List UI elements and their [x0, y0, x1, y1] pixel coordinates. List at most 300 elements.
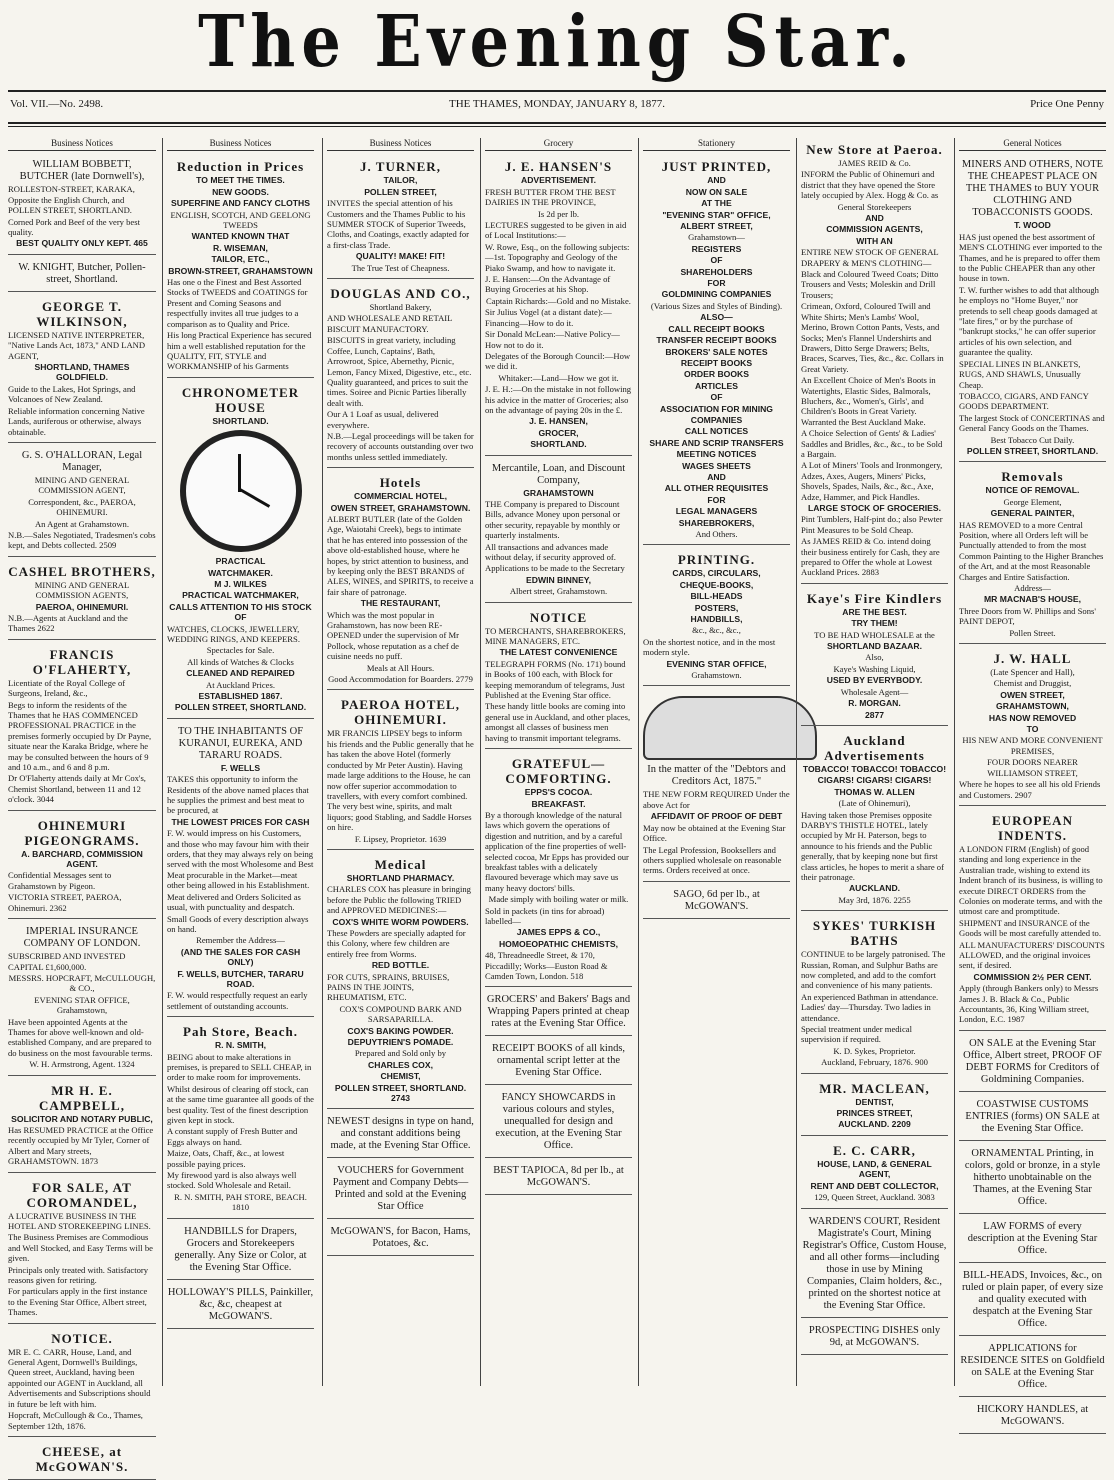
advertisement	[959, 1144, 1106, 1214]
ad-text: Corned Pork and Beef of the very best quality.	[8, 216, 140, 238]
ad-text: Crimean, Oxford, Coloured Twill and White Shirts; Men's Lambs' Wool, Merino, Brown Cotton Pants, Vests, and Socks; Men's Flannel Undershirts and Drawers, Ditto Serge Drawers; Belts, Braces, Scarves, Ties, &c., &c. Collars in Great Variety.	[801, 301, 944, 374]
column-heading: Business Notices	[327, 138, 474, 151]
ad-text: NEW GOODS.	[212, 186, 269, 197]
ad-text: BEING about to make alterations in premises, is prepared to SELL CHEAP, in order to make room for improvements.	[167, 1051, 312, 1083]
ad-text: The largest Stock of CONCERTINAS and General Fancy Goods on the Thames.	[959, 412, 1105, 434]
ad-text: Confidential Messages sent to Grahamstown by Pigeon.	[8, 870, 112, 891]
ad-headline: In the matter of the "Debtors and Creditors Act, 1875."	[647, 764, 786, 788]
ad-text: GROCER,	[538, 427, 579, 438]
ad-text: J. E. HANSEN,	[529, 416, 588, 427]
advertisement	[485, 459, 632, 603]
ad-text: ENTIRE NEW STOCK OF GENERAL DRAPERY & MEN'S CLOTHING—	[801, 247, 939, 268]
ad-text: NOTICE OF REMOVAL.	[985, 485, 1080, 496]
ad-text: Captain Richards:—Gold and no Mistake.	[486, 295, 631, 306]
advertisement	[801, 729, 948, 911]
ad-text: 2877	[864, 709, 885, 720]
advertisement	[327, 471, 474, 690]
advertisement	[167, 1222, 314, 1280]
columns	[4, 138, 1110, 1474]
advertisement	[8, 560, 156, 640]
ad-text: These handy little books are coming into general use in Auckland, and other places, amongst all classes of business men having to transmit important telegrams.	[485, 701, 631, 743]
ad-headline: Medical	[374, 856, 427, 872]
ad-headline: CASHEL BROTHERS,	[8, 563, 156, 579]
ad-text: AND	[707, 471, 726, 482]
ad-text: WANTED KNOWN THAT	[191, 231, 290, 242]
ad-text: FOUR DOORS NEARER WILLIAMSON STREET,	[987, 757, 1078, 778]
column-7	[954, 138, 1110, 1427]
ad-text: REGISTERS	[691, 243, 742, 254]
advertisement	[167, 1283, 314, 1329]
ad-text: BEST QUALITY ONLY KEPT. 465	[16, 238, 148, 249]
ad-text: 129, Queen Street, Auckland. 3083	[814, 1192, 935, 1203]
ad-text: Apply (through Bankers only) to Messrs James J. B. Black & Co., Public Accountants, 36, King William street, London, E.C. 1987	[959, 983, 1099, 1025]
ad-text: PRACTICAL	[215, 556, 266, 567]
masthead	[0, 0, 1114, 84]
ad-text: TRY THEM!	[851, 618, 898, 629]
ad-headline: Reduction in Prices	[176, 159, 305, 175]
ad-text: AND WHOLESALE AND RETAIL BISCUIT MANUFACTORY.	[327, 313, 453, 334]
ad-text: ALBERT BUTLER (late of the Golden Age, Waiotahi Creek), begs to intimate that he has entered into possession of the above old-established house, where he hopes, by strict attention to business, and by keeping only the BEST BRANDS of ALES, WINES, and SPIRITS, to receive a fair share of patronage.	[327, 513, 474, 597]
advertisement	[959, 465, 1106, 644]
ad-text: Whitaker:—Land—How we got it.	[498, 372, 619, 383]
ad-text: NOW ON SALE	[685, 186, 748, 197]
advertisement	[959, 155, 1106, 462]
ad-text: OF	[710, 255, 723, 266]
ad-text: Three Doors from W. Phillips and Sons' PAINT DEPOT,	[959, 605, 1096, 627]
advertisement	[485, 752, 632, 987]
ad-headline: G. S. O'HALLORAN, Legal Manager,	[21, 449, 143, 473]
ad-text: COX'S WHITE WORM POWDERS.	[332, 916, 469, 927]
ad-text: An Excellent Choice of Men's Boots in Watertights, Elastic Sides, Balmorals, Bluchers, &c., Women's, Girls', and Children's Boots in Great Variety. Warranted the Best Auckland Make.	[801, 375, 936, 427]
ad-text: PRINCES STREET,	[836, 1108, 913, 1119]
ad-text: POSTERS,	[694, 602, 739, 613]
advertisement	[327, 1161, 474, 1219]
advertisement	[959, 1400, 1106, 1434]
ad-text: HIS NEW AND MORE CONVENIENT PREMISES,	[962, 735, 1103, 756]
ad-text: EPPS'S COCOA.	[524, 787, 593, 798]
column-heading: Business Notices	[167, 138, 314, 151]
ad-text: THE Company is prepared to Discount Bills, advance Money upon personal or other security, repayable by monthly or quarterly instalments.	[485, 498, 621, 541]
ad-headline: IMPERIAL INSURANCE COMPANY OF LONDON.	[23, 926, 141, 950]
ad-text: At Auckland Prices.	[206, 679, 275, 690]
advertisement	[8, 295, 156, 443]
ad-text: POLLEN STREET, SHORTLAND.	[966, 445, 1099, 456]
ad-text: (Late Spencer and Hall),	[990, 667, 1075, 678]
ad-text: SHARE AND SCRIP TRANSFERS	[649, 437, 784, 448]
advertisement	[327, 853, 474, 1110]
masthead-title: The Evening Star.	[198, 0, 916, 84]
ad-text: TO BE HAD WHOLESALE at the	[814, 629, 935, 640]
advertisement	[801, 914, 948, 1073]
advertisement	[485, 1088, 632, 1158]
ad-text: W. Rowe, Esq., on the following subjects:—1st. Topography and Geology of the Piako Swamp, and how to navigate it.	[485, 241, 630, 273]
ad-text: F. Lipsey, Proprietor. 1639	[354, 833, 447, 844]
ad-text: R. WISEMAN,	[213, 242, 268, 253]
ad-text: SHORTLAND BAZAAR.	[826, 641, 922, 652]
ad-text: LECTURES suggested to be given in aid of Local Institutions:—	[485, 220, 627, 241]
ad-text: Has one o the Finest and Best Assorted Stocks of TWEEDS and COATINGS for Present and Coming Seasons and respectfully invites all true judges to a comparison as to Quality and Price.	[167, 277, 308, 329]
ad-text: 48, Threadneedle Street, & 170, Piccadilly; Works—Euston Road & Camden Town, London. 518	[485, 950, 608, 981]
ad-text: TO	[1026, 724, 1039, 735]
ad-text: Maize, Oats, Chaff, &c., at lowest possible paying prices.	[167, 1148, 285, 1169]
ad-headline: FOR SALE, AT COROMANDEL,	[26, 1179, 138, 1210]
ad-text: F. W. would impress on his Customers, and those who may favour him with their orders, that they may always rely on being served with the most Wholesome and Best Meat procurable in the Market—meat other being allowed in his Establishment.	[167, 828, 314, 891]
column-heading: Business Notices	[8, 138, 156, 151]
ad-headline: MINERS AND OTHERS, NOTE THE CHEAPEST PLACE ON THE THAMES to BUY YOUR CLOTHING AND TOBACCONISTS GOODS.	[961, 159, 1104, 219]
ad-text: TOBACCO, CIGARS, AND FANCY GOODS DEPARTMENT.	[959, 390, 1089, 412]
ad-text: Small Goods of every description always on hand.	[167, 913, 309, 934]
ad-text: Good Accommodation for Boarders. 2779	[328, 674, 473, 685]
ad-text: George Element,	[1003, 496, 1062, 507]
ad-text: A Lot of Miners' Tools and Ironmongery, Adzes, Axes, Augers, Miners' Picks, Shovels, Spades, Nails, &c., &c., Axe, Adze, Hammer, and Pick Handles.	[801, 460, 943, 502]
ad-text: CALL RECEIPT BOOKS	[668, 323, 765, 334]
ad-text: Grahamstown.	[691, 670, 742, 681]
ad-text: A Choice Selection of Gents' & Ladies' Saddles and Bridles, &c., &c., to be Sold a Bargain.	[801, 428, 943, 459]
ad-headline: JUST PRINTED,	[661, 159, 772, 175]
ad-text: BILL-HEADS	[690, 591, 743, 602]
ad-text: F. WELLS	[220, 762, 261, 773]
advertisement	[8, 814, 156, 919]
ad-text: THE RESTAURANT,	[360, 598, 441, 609]
advertisement	[8, 446, 156, 557]
ad-text: AND	[865, 213, 884, 224]
column-4	[480, 138, 636, 1386]
ad-text: A LUCRATIVE BUSINESS IN THE HOTEL AND STOREKEEPING LINES.	[8, 1210, 151, 1231]
ad-headline: E. C. CARR,	[833, 1142, 916, 1158]
ad-text: HAS REMOVED to a more Central Position, where all Orders left will be Punctually attended to from the most Common Painting to the Higher Branches of the Art, and at the most Reasonable Charges and Entire Satisfaction.	[959, 519, 1104, 582]
ad-text: (Various Sizes and Styles of Binding).	[650, 300, 783, 311]
ad-text: OWEN STREET, GRAHAMSTOWN.	[330, 502, 471, 513]
advertisement	[959, 1095, 1106, 1141]
ad-text: ALBERT STREET,	[680, 221, 753, 232]
ad-text: RENT AND DEBT COLLECTOR,	[810, 1180, 939, 1191]
ad-headline: McGOWAN'S, for Bacon, Hams, Potatoes, &c.	[330, 1226, 471, 1250]
advertisement	[327, 282, 474, 468]
ad-headline: BILL-HEADS, Invoices, &c., on ruled or plain paper, of every size and quality executed with despatch at the Evening Star Office.	[962, 1269, 1103, 1329]
ad-text: Has RESUMED PRACTICE at the Office recently occupied by Mr Tyler, Corner of Albert and Mary streets, GRAHAMSTOWN. 1873	[8, 1124, 154, 1167]
ad-text: FOR CUTS, SPRAINS, BRUISES, PAINS IN THE JOINTS, RHEUMATISM, ETC.	[327, 971, 450, 1003]
ad-text: T. W. further wishes to add that although he employs no "Home Buyer," nor pretends to sell cheap goods damaged at "late fires," or by the purchase of "bankrupt stocks," he can offer superior articles of his own selection, and guarantee the quality.	[959, 284, 1099, 358]
ad-text: ALL MANUFACTURERS' DISCOUNTS ALLOWED, and the original invoices sent, if desired.	[959, 939, 1105, 971]
ad-text: ARTICLES	[695, 380, 738, 391]
ad-headline: COASTWISE CUSTOMS ENTRIES (forms) ON SALE at the Evening Star Office.	[965, 1098, 1100, 1134]
ad-headline: W. KNIGHT, Butcher, Pollen-street, Shortland.	[18, 261, 146, 285]
ad-text: These Powders are specially adapted for this Colony, where few children are entirely free from Worms.	[327, 927, 466, 959]
ad-text: Kaye's Washing Liquid,	[833, 663, 916, 674]
ad-text: An Agent at Grahamstown.	[34, 518, 130, 529]
advertisement	[485, 990, 632, 1036]
ad-text: Applications to be made to the Secretary	[485, 563, 625, 574]
ad-headline: MR. MACLEAN,	[819, 1080, 930, 1096]
ad-text: SOLICITOR AND NOTARY PUBLIC,	[11, 1113, 153, 1124]
ad-text: Whilst desirous of clearing off stock, can at the same time guarantee all goods of the best quality. Test of the finest description given kept in stock.	[167, 1083, 314, 1125]
ad-text: DENTIST,	[855, 1096, 894, 1107]
ad-headline: VOUCHERS for Government Payment and Company Debts—Printed and sold at the Evening Star Office	[332, 1165, 469, 1213]
ad-text: Pollen Street.	[1009, 627, 1056, 638]
ad-text: WATCHES, CLOCKS, JEWELLERY, WEDDING RINGS, AND KEEPERS.	[167, 623, 300, 644]
ad-text: LARGE STOCK OF GROCERIES.	[807, 503, 942, 513]
ad-text: Which was the most popular in Grahamstown, has now been RE-OPENED under the supervision of Mr Pollock, whose reputation as a chef de cuisine needs no puff.	[327, 609, 459, 662]
ad-headline: WILLIAM BOBBETT, BUTCHER (late Dornwell's),	[19, 159, 145, 183]
advertisement	[8, 258, 156, 292]
ad-text: For particulars apply in the first instance to the Evening Star Office, Albert street, Thames.	[8, 1286, 148, 1318]
advertisement	[327, 693, 474, 849]
ad-text: J. E. Hansen:—On the Advantage of Buying Groceries at his Shop.	[485, 274, 611, 295]
column-6	[796, 138, 952, 1386]
ad-headline: Auckland Advertisements	[824, 732, 925, 763]
ad-headline: ON SALE at the Evening Star Office, Albert street, PROOF OF DEBT FORMS for Creditors of Goldmining Companies.	[963, 1037, 1102, 1085]
ad-text: POLLEN STREET, SHORTLAND.	[174, 702, 307, 713]
ad-text: TOBACCO! TOBACCO! TOBACCO!	[802, 763, 947, 774]
ad-text: FRESH BUTTER FROM THE BEST DAIRIES IN THE PROVINCE,	[485, 186, 616, 208]
ad-text: Where he hopes to see all his old Friends and Customers. 2907	[959, 779, 1101, 800]
ad-text: SPECIAL LINES IN BLANKETS, RUGS, AND SHAWLS, Unusually Cheap.	[959, 358, 1081, 390]
ad-text: The Legal Profession, Booksellers and others supplied wholesale on reasonable terms. Orders received at once.	[643, 844, 782, 876]
ad-text: SHAREHOLDERS	[680, 266, 753, 277]
advertisement	[643, 689, 790, 881]
ad-headline: PRINTING.	[677, 552, 756, 568]
ad-text: N.B.—Sales Negotiated, Tradesmen's cobs kept, and Debts collected. 2509	[8, 529, 156, 551]
ad-headline: LAW FORMS of every description at the Evening Star Office.	[967, 1220, 1098, 1256]
ad-text: LEGAL MANAGERS	[675, 506, 758, 517]
ad-text: GRAHAMSTOWN,	[996, 701, 1069, 712]
ad-text: N.B.—Agents at Auckland and the Thames 2622	[8, 612, 128, 634]
ad-text: ADVERTISEMENT.	[521, 175, 596, 186]
ad-text: Correspondent, &c., PAEROA, OHINEMURI.	[28, 496, 136, 518]
ad-headline: NEWEST designs in type on hand, and constant additions being made, at the Evening Star Office.	[327, 1116, 474, 1152]
dateline-rule	[8, 122, 1106, 124]
advertisement	[801, 1077, 948, 1136]
dateline	[10, 98, 1104, 116]
ad-text: Address—	[1014, 583, 1051, 593]
ad-text: Remember the Address—	[196, 935, 285, 946]
ad-headline: APPLICATIONS for RESIDENCE SITES on Goldfield on SALE at the Evening Star Office.	[960, 1342, 1105, 1390]
place-date: THE THAMES, MONDAY, JANUARY 8, 1877.	[448, 98, 666, 110]
ad-text: Prepared and Sold only by	[354, 1048, 447, 1059]
ad-headline: HOLLOWAY'S PILLS, Painkiller, &c, &c, cheapest at McGOWAN'S.	[167, 1286, 314, 1322]
ad-headline: ORNAMENTAL Printing, in colors, gold or bronze, in a style hitherto unobtainable on the Thames, at the Evening Star Office.	[964, 1147, 1101, 1207]
ad-text: COMMISSION 2½ PER CENT.	[973, 971, 1092, 982]
ad-text: SHORTLAND.	[530, 439, 587, 450]
ad-text: AT THE	[701, 198, 732, 209]
column-heading: Grocery	[485, 138, 632, 151]
ad-text: A constant supply of Fresh Butter and Eggs always on hand.	[167, 1126, 298, 1147]
advertisement	[643, 885, 790, 919]
advertisement	[801, 1212, 948, 1318]
ad-text: ASSOCIATION FOR MINING	[660, 403, 773, 414]
ad-text: MR MACNAB'S HOUSE,	[983, 594, 1082, 605]
ad-text: And Others.	[695, 529, 738, 539]
ad-text: MEETING NOTICES	[676, 449, 757, 460]
ad-text: Wholesale Agent—	[840, 686, 909, 697]
advertisement	[8, 1176, 156, 1324]
ad-headline: SAGO, 6d per lb., at McGOWAN'S.	[673, 888, 760, 912]
advertisement	[959, 1217, 1106, 1263]
ad-headline: WARDEN'S COURT, Resident Magistrate's Court, Mining Registrar's Office, Custom House, and all other forms—including those in use by Mining Companies, Claim holders, &c., printed on the shortest notice at the Evening Star Office.	[802, 1215, 947, 1311]
ad-text: EVENING STAR OFFICE,	[666, 658, 767, 669]
advertisement	[485, 1039, 632, 1085]
ad-text: CARDS, CIRCULARS,	[672, 568, 761, 579]
ad-text: COX'S COMPOUND BARK AND SARSAPARILLA.	[339, 1003, 462, 1025]
ad-text: EDWIN BINNEY,	[526, 574, 591, 585]
ad-text: JAMES REID & Co.	[838, 158, 911, 168]
ad-headline: PAEROA HOTEL, OHINEMURI.	[341, 697, 460, 728]
ad-text: CLEANED AND REPAIRED	[186, 668, 295, 679]
ad-headline: J. W. HALL	[993, 651, 1072, 667]
ad-text: Meals at All Hours.	[366, 662, 435, 673]
ad-text: R. MORGAN.	[848, 698, 901, 709]
ad-text: Also,	[865, 652, 884, 663]
ad-text: OF	[710, 392, 723, 403]
ad-text: WATCHMAKER.	[208, 567, 273, 578]
advertisement	[485, 1161, 632, 1195]
column-heading: Stationery	[643, 138, 790, 151]
dateline-rule-thin	[8, 126, 1106, 127]
ad-headline: DOUGLAS AND CO.,	[330, 286, 471, 302]
column-2	[162, 138, 318, 1386]
advertisement	[643, 155, 790, 545]
ad-text: TAILOR,	[383, 175, 418, 186]
ad-headline: GEORGE T. WILKINSON,	[36, 298, 128, 329]
advertisement	[643, 548, 790, 686]
ad-text: CALL NOTICES	[684, 426, 749, 437]
ad-text: Special treatment under medical supervision if required.	[801, 1024, 912, 1045]
advertisement	[959, 647, 1106, 806]
ad-headline: SYKES' TURKISH BATHS	[812, 918, 937, 949]
ad-text: SHORTLAND.	[212, 415, 269, 426]
ad-text: HAS NOW REMOVED	[988, 712, 1077, 723]
ad-text: All transactions and advances made without delay, if security approved of.	[485, 541, 616, 562]
ad-text: Albert street, Grahamstown.	[509, 586, 608, 597]
ad-headline: NOTICE.	[51, 1330, 113, 1346]
ad-text: T. WOOD	[1014, 220, 1051, 231]
column-1	[4, 138, 160, 1474]
ad-text: J. E. H.:—On the mistake in not following his advice in the matter of Groceries; also on the advantage of paying 20s in the £.	[485, 384, 632, 415]
ad-text: F. WELLS, BUTCHER, TARARU ROAD.	[177, 968, 304, 989]
ad-text: Hopcraft, McCullough & Co., Thames, September 12th, 1876.	[8, 1410, 143, 1431]
ad-headline: HICKORY HANDLES, at McGOWAN'S.	[976, 1403, 1089, 1427]
ad-text: INFORM the Public of Ohinemuri and district that they have opened the Store lately occupied by Alex. Hogg & Co. as	[801, 169, 939, 201]
ad-headline: PROSPECTING DISHES only 9d, at McGOWAN'S.	[808, 1324, 941, 1348]
ad-text: Sir Julius Vogel (at a distant date):—Financing—How to do it.	[485, 307, 612, 328]
ad-text: TAKES this opportunity to inform the Residents of the above named places that he supplies the primest and best meat to be procured, at	[167, 774, 309, 816]
ad-headline: Kaye's Fire Kindlers	[806, 590, 943, 606]
advertisement	[8, 155, 156, 254]
column-5	[638, 138, 794, 1386]
ad-text: On the shortest notice, and in the most modern style.	[643, 636, 776, 658]
ad-text: BROKERS' SALE NOTES	[665, 346, 768, 357]
ad-headline: Pah Store, Beach.	[183, 1024, 298, 1040]
ad-text: Sold in packets (in tins for abroad) labelled—	[485, 905, 605, 926]
ad-text: THE LATEST CONVENIENCE	[499, 647, 618, 658]
ad-headline: OHINEMURI PIGEONGRAMS.	[24, 817, 140, 848]
ad-headline: J. E. HANSEN'S	[504, 159, 613, 175]
ad-text: Auckland, February, 1876. 900	[821, 1057, 928, 1068]
ad-text: An experienced Bathman in attendance. Ladies' day—Thursday. Two ladies in attendance.	[801, 991, 939, 1023]
ad-text: SHORTLAND PHARMACY.	[346, 872, 455, 883]
advertisement	[801, 1321, 948, 1355]
ad-text: CHEMIST,	[380, 1071, 421, 1082]
advertisement	[327, 1112, 474, 1158]
ad-text: (Late of Ohinemuri),	[838, 798, 911, 809]
ad-text: GRAHAMSTOWN	[523, 487, 594, 498]
ad-text: DEPUYTRIEN'S POMADE.	[347, 1037, 454, 1048]
ad-text: WITH AN	[856, 235, 893, 246]
ad-headline: Removals	[1001, 469, 1064, 485]
ad-headline: FANCY SHOWCARDS in various colours and styles, unequalled for design and execution, at the Evening Star Office.	[495, 1092, 622, 1152]
ad-text: MR FRANCIS LIPSEY begs to inform his friends and the Public generally that he has taken the above Hotel (formerly conducted by Mr Peter Austin). Having made large additions to the House, he can now offer superior accommodation to travellers, with every comfort combined. The very best wine, spirits, and malt liquors; good Stabling, and Saddle Horses on hire.	[327, 728, 474, 833]
ad-text: Dr O'Flaherty attends daily at Mr Cox's, Chemist Shortland, between 11 and 12 o'clock. 3044	[8, 773, 146, 805]
ad-text: MINING AND GENERAL COMMISSION AGENT,	[34, 474, 130, 496]
ad-text: CALLS ATTENTION TO HIS STOCK OF	[169, 601, 312, 623]
ad-text: Sir Donald McLean:—Native Policy—How not to do it.	[485, 329, 620, 350]
ad-text: AND	[707, 175, 726, 186]
advertisement	[959, 1034, 1106, 1092]
ad-text: Grahamstown—	[688, 232, 745, 243]
ad-text: MR E. C. CARR, House, Land, and General Agent, Dornwell's Buildings, Queen street, Auckland, having been appointed our AGENT in Auckland, all Advertisements and Subscriptions should in future be left with him.	[8, 1346, 151, 1409]
ad-headline: EUROPEAN INDENTS.	[992, 812, 1073, 843]
ad-text: May 3rd, 1876. 2255	[838, 894, 911, 905]
ad-text: TAILOR, ETC.,	[211, 254, 270, 265]
ad-text: TO MEET THE TIMES.	[196, 175, 285, 186]
ad-text: COX'S BAKING POWDER.	[347, 1025, 454, 1036]
ad-text: R. N. SMITH,	[214, 1040, 267, 1051]
advertisement	[801, 138, 948, 584]
ad-text: The True Test of Cheapness.	[351, 262, 450, 273]
ad-text: PAEROA, OHINEMURI.	[35, 601, 129, 612]
ad-text: AFFIDAVIT OF PROOF OF DEBT	[650, 811, 783, 822]
ad-headline: CHEESE, at McGOWAN'S.	[35, 1443, 129, 1474]
ad-text: The Business Premises are Commodious and Well Stocked, and Easy Terms will be given.	[8, 1232, 153, 1264]
advertisement	[8, 1440, 156, 1480]
advertisement	[167, 381, 314, 719]
ad-text: Guide to the Lakes, Hot Springs, and Volcanoes of New Zealand.	[8, 383, 136, 405]
ad-text: Having taken those Premises opposite DARBY'S THISTLE HOTEL, lately occupied by Mr H. Paterson, begs to announce to his friends and the Public generally, that by keeping none but first class articles, he hopes to merit a share of their patronage.	[801, 809, 944, 882]
ad-text: A LONDON FIRM (English) of good standing and long experience in the Australian trade, wishing to extend its Indent branch of its business, is willing to execute DIRECT ORDERS from the Colonies on moderate terms, and with the utmost care and promptitude.	[959, 843, 1103, 917]
ad-text: Meat delivered and Orders Solicited as usual, with punctuality and despatch.	[167, 891, 301, 913]
ad-text: By a thorough knowledge of the natural laws which govern the operations of digestion and nutrition, and by a careful application of the fine properties of well-selected cocoa, Mr Epps has provided our breakfast tables with a delicately flavoured beverage which may save us many heavy doctors' bills.	[485, 809, 629, 893]
ad-headline: TO THE INHABITANTS OF KURANUI, EUREKA, AND TARARU ROADS.	[177, 725, 304, 761]
ad-text: HOUSE, LAND, & GENERAL AGENT,	[817, 1158, 932, 1180]
ad-text: Shortland Bakery,	[369, 302, 432, 313]
ad-text: THOMAS W. ALLEN	[834, 786, 915, 797]
masthead-rule	[8, 90, 1106, 92]
advertisement	[485, 155, 632, 455]
ad-text: EVENING STAR OFFICE, Grahamstown,	[34, 994, 130, 1016]
ad-text: MINING AND GENERAL COMMISSION AGENTS,	[34, 579, 130, 601]
ad-text: CONTINUE to be largely patronised. The Russian, Roman, and Sulphur Baths are now completed, and add to the comfort and convenience of his many patients.	[801, 949, 946, 991]
ad-text: BISCUITS in great variety, including Coffee, Lunch, Captains', Bath, Arrowroot, Spice, Abernethy, Picnic, Lemon, Fancy Mixed, Digestive, etc., etc. Quality guaranteed, and prices to suit the times. Soiree and Picnic Parties liberally dealt with.	[327, 335, 472, 408]
ad-headline: NOTICE	[529, 609, 588, 625]
ad-text: ALL OTHER REQUISITES	[664, 483, 769, 494]
ad-text: WAGES SHEETS	[682, 460, 751, 471]
ad-text: HANDBILLS,	[690, 614, 743, 625]
ad-text: POLLEN STREET,	[364, 186, 437, 197]
ad-text: W. H. Armstrong, Agent. 1324	[29, 1059, 135, 1070]
advertisement	[959, 1339, 1106, 1397]
ad-text: My firewood yard is also always well stocked. Sold Wholesale and Retail.	[167, 1170, 297, 1191]
ad-text: "EVENING STAR" OFFICE,	[662, 209, 771, 220]
advertisement	[167, 722, 314, 1017]
ad-text: ESTABLISHED 1867.	[198, 691, 283, 701]
advertisement	[801, 587, 948, 726]
ad-text: INVITES the special attention of his Customers and the Thames Public to his SUMMER STOCK of Superior Tweeds, Cloths, and Coatings, exactly adapted for a first-class Trade.	[327, 198, 470, 250]
ad-text: Made simply with boiling water or milk.	[488, 894, 629, 905]
ad-text: Have been appointed Agents at the Thames for above well-known and old-established Company, and are prepared to do business on the most favourable terms.	[8, 1016, 153, 1058]
ad-text: TRANSFER RECEIPT BOOKS	[656, 335, 777, 346]
ad-text: ENGLISH, SCOTCH, AND GEELONG TWEEDS	[170, 209, 311, 231]
advertisement	[327, 155, 474, 279]
